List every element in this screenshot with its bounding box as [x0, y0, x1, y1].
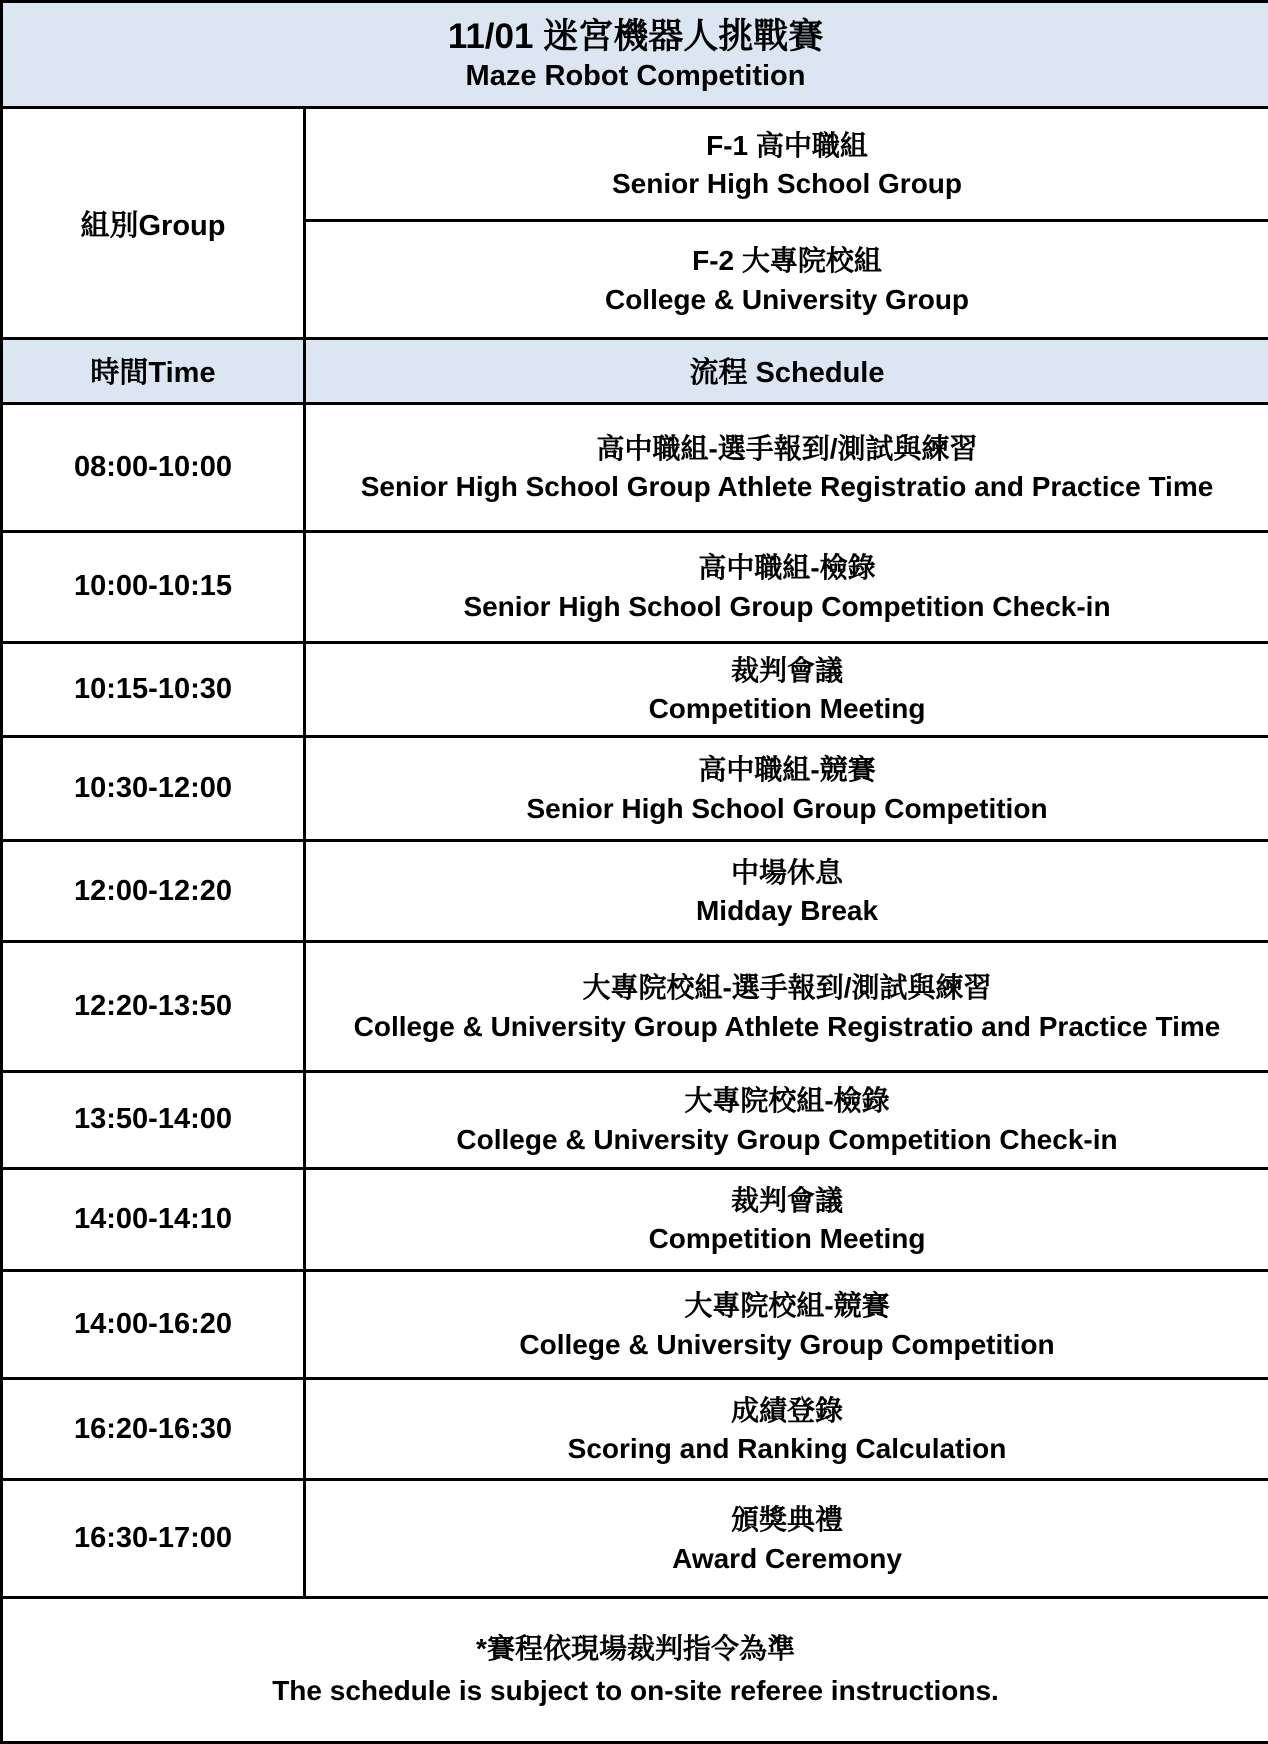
- schedule-zh: 裁判會議: [731, 1184, 844, 1216]
- schedule-cell: [305, 736, 1268, 840]
- table-row: [2, 736, 1268, 840]
- table-row: [2, 1271, 1268, 1379]
- schedule-zh: 高中職組-檢錄: [698, 552, 876, 584]
- schedule-cell: [305, 532, 1268, 642]
- schedule-en: Award Ceremony: [672, 1542, 902, 1574]
- table-row: [2, 841, 1268, 941]
- title-row: [2, 2, 1268, 108]
- time-column-header: 時間Time: [2, 339, 305, 403]
- schedule-zh: 高中職組-選手報到/測試與練習: [596, 432, 978, 464]
- schedule-zh: 大專院校組-選手報到/測試與練習: [582, 971, 992, 1003]
- footer-row: [2, 1598, 1268, 1743]
- time-cell: 08:00-10:00: [2, 403, 305, 532]
- schedule-zh: 高中職組-競賽: [698, 754, 876, 786]
- title-en: Maze Robot Competition: [465, 60, 806, 93]
- schedule-zh: 成績登錄: [731, 1394, 844, 1426]
- group-label: 組別Group: [2, 108, 305, 339]
- time-cell: 16:30-17:00: [2, 1479, 305, 1597]
- table-row: [2, 1072, 1268, 1168]
- schedule-cell: [305, 642, 1268, 736]
- table-row: [2, 403, 1268, 532]
- table-row: [2, 1168, 1268, 1270]
- schedule-en: Midday Break: [695, 895, 879, 927]
- schedule-cell: [305, 1271, 1268, 1379]
- group-cell-f1: [305, 108, 1268, 220]
- time-cell: 10:30-12:00: [2, 736, 305, 840]
- schedule-en: Senior High School Group Competition: [526, 792, 1048, 824]
- group-row-1: [2, 108, 1268, 220]
- schedule-zh: 裁判會議: [731, 654, 844, 686]
- schedule-en: College & University Group Competition: [519, 1328, 1055, 1360]
- schedule-en: College & University Group Competition Check-in: [456, 1124, 1118, 1155]
- schedule-en: Scoring and Ranking Calculation: [567, 1433, 1007, 1465]
- time-cell: 13:50-14:00: [2, 1072, 305, 1168]
- group-f1-zh: F-1 高中職組: [706, 129, 868, 161]
- table-row: [2, 642, 1268, 736]
- time-cell: 12:00-12:20: [2, 841, 305, 941]
- group-f2-zh: F-2 大專院校組: [692, 245, 882, 277]
- time-cell: 12:20-13:50: [2, 941, 305, 1072]
- schedule-zh: 大專院校組-競賽: [684, 1290, 890, 1322]
- time-cell: 10:00-10:15: [2, 532, 305, 642]
- schedule-cell: [305, 941, 1268, 1072]
- schedule-column-header: 流程 Schedule: [305, 339, 1268, 403]
- schedule-en: Competition Meeting: [648, 1223, 926, 1255]
- schedule-cell: [305, 403, 1268, 532]
- schedule-en: College & University Group Athlete Registratio and Practice Time: [353, 1010, 1221, 1042]
- schedule-zh: 頒獎典禮: [731, 1504, 844, 1536]
- group-f2-en: College & University Group: [604, 283, 970, 315]
- time-cell: 14:00-16:20: [2, 1271, 305, 1379]
- table-row: [2, 1479, 1268, 1597]
- schedule-en: Competition Meeting: [648, 693, 926, 725]
- schedule-cell: [305, 1379, 1268, 1479]
- table-row: [2, 1379, 1268, 1479]
- footer-note: [2, 1598, 1268, 1743]
- schedule-cell: [305, 1479, 1268, 1597]
- title-zh: 11/01 迷宮機器人挑戰賽: [447, 17, 824, 57]
- time-cell: 14:00-14:10: [2, 1168, 305, 1270]
- page-title: [2, 2, 1268, 108]
- time-cell: 10:15-10:30: [2, 642, 305, 736]
- schedule-en: Senior High School Group Athlete Registratio and Practice Time: [360, 471, 1214, 503]
- schedule-zh: 中場休息: [731, 856, 844, 888]
- table-row: [2, 532, 1268, 642]
- column-header-row: [2, 339, 1268, 403]
- footer-zh: *賽程依現場裁判指令為準: [476, 1633, 795, 1665]
- schedule-zh: 大專院校組-檢錄: [684, 1085, 890, 1117]
- footer-en: The schedule is subject to on-site referee instructions.: [272, 1675, 999, 1707]
- schedule-en: Senior High School Group Competition Check-in: [463, 590, 1111, 622]
- group-cell-f2: [305, 220, 1268, 338]
- schedule-cell: [305, 1168, 1268, 1270]
- time-cell: 16:20-16:30: [2, 1379, 305, 1479]
- group-f1-en: Senior High School Group: [612, 168, 962, 200]
- schedule-cell: [305, 1072, 1268, 1168]
- table-row: [2, 941, 1268, 1072]
- schedule-cell: [305, 841, 1268, 941]
